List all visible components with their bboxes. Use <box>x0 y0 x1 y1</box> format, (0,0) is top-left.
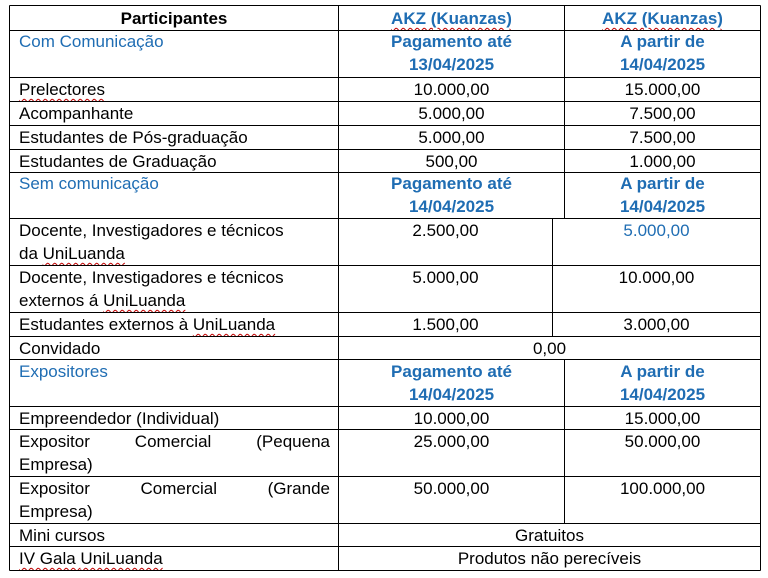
header-currency-col3: AKZ (Kuanzas) <box>602 9 723 28</box>
com-deadline-line1: Pagamento até <box>391 32 512 51</box>
exp-deadline-line2: 14/04/2025 <box>408 385 495 404</box>
row-label-docente-externos: Docente, Investigadores e técnicos externos á UniLuanda <box>19 268 284 310</box>
section-title-com-comunicacao: Com Comunicação <box>19 32 164 51</box>
iv-gala-fee: Produtos não perecíveis <box>457 549 642 568</box>
estudantes-externos-fee-before: 1.500,00 <box>412 315 479 334</box>
expositor-grande-fee-after: 100.000,00 <box>619 479 706 498</box>
row-label-graduacao: Estudantes de Graduação <box>19 152 217 171</box>
com-deadline-line2: 13/04/2025 <box>408 55 495 74</box>
pos-graduacao-fee-before: 5.000,00 <box>418 128 485 147</box>
row-label-docente-uniluanda: Docente, Investigadores e técnicos da UniLuanda <box>19 221 284 263</box>
convidado-fee: 0,00 <box>532 339 567 358</box>
row-label-prelectores: Prelectores <box>19 80 105 99</box>
sem-deadline-line2: 14/04/2025 <box>408 197 495 216</box>
row-label-iv-gala: IV Gala UniLuanda <box>19 549 163 568</box>
com-from-line2: 14/04/2025 <box>619 55 706 74</box>
section-title-expositores: Expositores <box>19 362 108 381</box>
exp-deadline-line1: Pagamento até <box>391 362 512 381</box>
exp-from-line2: 14/04/2025 <box>619 385 706 404</box>
section-title-sem-comunicacao: Sem comunicação <box>19 174 159 193</box>
fees-table <box>9 5 761 571</box>
row-label-convidado: Convidado <box>19 339 101 358</box>
row-label-acompanhante: Acompanhante <box>19 104 134 123</box>
row-label-estudantes-externos: Estudantes externos à UniLuanda <box>19 315 276 334</box>
com-from-header <box>565 30 760 77</box>
prelectores-fee-before: 10.000,00 <box>413 80 490 99</box>
expositor-pequena-fee-before: 25.000,00 <box>413 432 490 451</box>
graduacao-fee-before: 500,00 <box>425 152 478 171</box>
sem-deadline-line1: Pagamento até <box>391 174 512 193</box>
com-from-line1: A partir de <box>620 32 705 51</box>
pos-graduacao-fee-after: 7.500,00 <box>629 128 696 147</box>
sem-deadline-header <box>339 172 564 218</box>
acompanhante-fee-before: 5.000,00 <box>418 104 485 123</box>
exp-from-line1: A partir de <box>620 362 705 381</box>
expositor-grande-fee-before: 50.000,00 <box>413 479 490 498</box>
row-label-expositor-grande: Expositor Comercial (Grande Empresa) <box>19 479 330 521</box>
empreendedor-fee-after: 15.000,00 <box>624 409 701 428</box>
exp-deadline-header <box>339 360 564 406</box>
expositor-pequena-fee-after: 50.000,00 <box>624 432 701 451</box>
graduacao-fee-after: 1.000,00 <box>629 152 696 171</box>
docente-uniluanda-fee-after: 5.000,00 <box>623 221 690 240</box>
acompanhante-fee-after: 7.500,00 <box>629 104 696 123</box>
prelectores-fee-after: 15.000,00 <box>624 80 701 99</box>
docente-externos-fee-before: 5.000,00 <box>412 268 479 287</box>
row-label-expositor-pequena: Expositor Comercial (Pequena Empresa) <box>19 432 330 474</box>
sem-from-header <box>565 172 760 218</box>
com-deadline-header <box>339 30 564 77</box>
mini-cursos-fee: Gratuitos <box>515 526 584 545</box>
row-label-empreendedor: Empreendedor (Individual) <box>19 409 220 428</box>
docente-uniluanda-fee-before: 2.500,00 <box>412 221 479 240</box>
row-label-mini-cursos: Mini cursos <box>19 526 105 545</box>
empreendedor-fee-before: 10.000,00 <box>413 409 490 428</box>
estudantes-externos-fee-after: 3.000,00 <box>623 315 690 334</box>
sem-from-line2: 14/04/2025 <box>619 197 706 216</box>
header-currency-col2: AKZ (Kuanzas) <box>391 9 512 28</box>
sem-from-line1: A partir de <box>620 174 705 193</box>
header-participants: Participantes <box>120 9 228 28</box>
row-label-pos-graduacao: Estudantes de Pós-graduação <box>19 128 248 147</box>
exp-from-header <box>565 360 760 406</box>
docente-externos-fee-after: 10.000,00 <box>618 268 695 287</box>
